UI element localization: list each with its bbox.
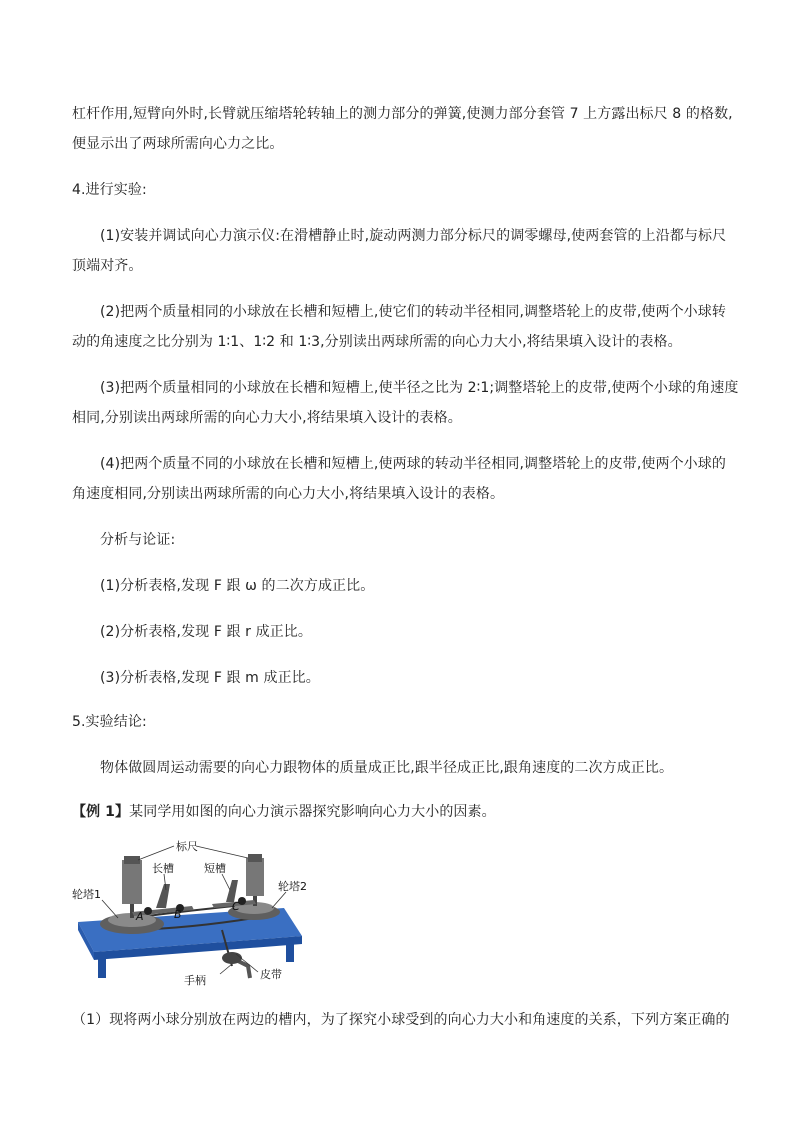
intro-line-2: 便显示出了两球所需向心力之比。 bbox=[72, 136, 284, 152]
example-tag: 【例 1】 bbox=[72, 804, 130, 820]
ball-a bbox=[144, 907, 152, 915]
label-short-groove: 短槽 bbox=[204, 862, 226, 875]
lever-left bbox=[156, 884, 170, 908]
step4-line-1: (4)把两个质量不同的小球放在长槽和短槽上,使两球的转动半径相同,调整塔轮上的皮带,使两个小球的 bbox=[100, 456, 726, 472]
analysis-heading: 分析与论证: bbox=[100, 532, 176, 548]
handle-wheel bbox=[222, 952, 242, 964]
label-tower-left: 轮塔1 bbox=[72, 888, 101, 901]
step1-line-2: 顶端对齐。 bbox=[72, 258, 143, 274]
label-handle: 手柄 bbox=[184, 974, 206, 987]
example-line bbox=[72, 802, 496, 822]
step3-line-2: 相同,分别读出两球所需的向心力大小,将结果填入设计的表格。 bbox=[72, 410, 462, 426]
label-tower-right: 轮塔2 bbox=[278, 880, 307, 893]
label-a: A bbox=[136, 910, 144, 923]
analysis-item-1: (1)分析表格,发现 F 跟 ω 的二次方成正比。 bbox=[100, 578, 375, 594]
conclusion-text: 物体做圆周运动需要的向心力跟物体的质量成正比,跟半径成正比,跟角速度的二次方成正比。 bbox=[100, 760, 674, 776]
step1-line-1: (1)安装并调试向心力演示仪:在滑槽静止时,旋动两测力部分标尺的调零螺母,使两套管的上沿都与标尺 bbox=[100, 228, 727, 244]
label-c: C bbox=[232, 900, 240, 913]
leader-short-groove bbox=[222, 874, 230, 890]
label-long-groove: 长槽 bbox=[152, 862, 174, 875]
section-heading-step4: 4.进行实验: bbox=[72, 182, 147, 198]
centripetal-force-apparatus-figure bbox=[72, 838, 308, 988]
scale-cap-left bbox=[124, 856, 140, 864]
lever-right bbox=[226, 880, 238, 902]
scale-cap-right bbox=[248, 854, 262, 862]
leader-handle bbox=[220, 964, 232, 974]
scale-column-left bbox=[122, 860, 142, 904]
leader-tower-left bbox=[102, 900, 118, 918]
step3-line-1-visible: (3)把两个质量相同的小球放在长槽和短槽上,使半径之比为 2∶1;调整塔轮上的皮带,使两个小球的角速度 bbox=[100, 380, 739, 396]
scale-column-right bbox=[246, 858, 264, 896]
step2-line-2: 动的角速度之比分别为 1∶1、1∶2 和 1∶3,分别读出两球所需的向心力大小,将结果填入设计的表格。 bbox=[72, 334, 682, 350]
section-heading-step5: 5.实验结论: bbox=[72, 714, 147, 730]
analysis-item-3: (3)分析表格,发现 F 跟 m 成正比。 bbox=[100, 670, 320, 686]
label-scale: 标尺 bbox=[176, 840, 198, 853]
step2-line-1: (2)把两个质量相同的小球放在长槽和短槽上,使它们的转动半径相同,调整塔轮上的皮带,使两个小球转 bbox=[100, 304, 726, 320]
analysis-item-2: (2)分析表格,发现 F 跟 r 成正比。 bbox=[100, 624, 312, 640]
step4-line-2: 角速度相同,分别读出两球所需的向心力大小,将结果填入设计的表格。 bbox=[72, 486, 505, 502]
question-1: （1）现将两小球分别放在两边的槽内，为了探究小球受到的向心力大小和角速度的关系，下列方案正确的 bbox=[72, 1012, 730, 1028]
leader-scale-left bbox=[138, 846, 174, 860]
label-b: B bbox=[174, 908, 182, 921]
leader-scale-right bbox=[196, 846, 248, 858]
example-text: 某同学用如图的向心力演示器探究影响向心力大小的因素。 bbox=[129, 804, 496, 820]
leader-tower-right bbox=[272, 892, 286, 908]
intro-line-1: 杠杆作用,短臂向外时,长臂就压缩塔轮转轴上的测力部分的弹簧,使测力部分套管 7 上方露出标尺 8 的格数, bbox=[72, 106, 733, 122]
leg-right bbox=[286, 942, 294, 962]
leg-left bbox=[98, 958, 106, 978]
label-belt: 皮带 bbox=[260, 968, 282, 981]
apparatus-illustration bbox=[72, 838, 308, 988]
